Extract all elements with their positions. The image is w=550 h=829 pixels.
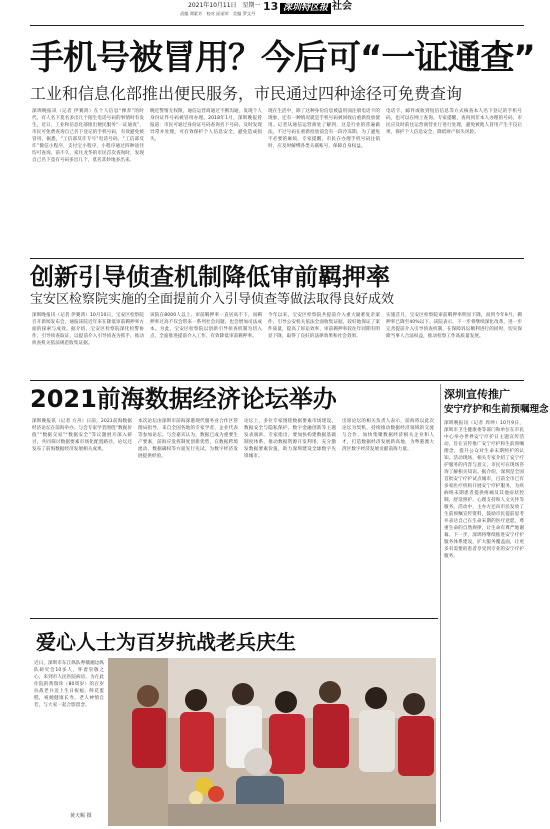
article1-column-3: 现在生活中，除了这种身份信息被盗用而注册电话卡的现象，还有一种情况就是手机号码被回收后重新投放使用。记者从通信运营商处了解到，这是行业的普遍做法，不过号码在重新投放前会有一段冷冻期。为了避免不必要的麻烦，专家提醒，市民在办理手机号码注销时，应及时解绑各类关联账号，保障自身权益。	[268, 109, 380, 149]
article1-column-1: 深圳晚报讯（记者 伊赛鸿）在个人信息“裸奔”的时代，有人名下莫名多出几个陌生电话号码的事情时有发生。近日，工业和信息化部推出便民服务“一证通查”，市民可免费查询自己名下登记的手机号码，有效避免被冒用。据悉，“工信部反诈专号”电话号码、“工信部反诈”微信小程序，支付宝小程序、小程序通过四种途径均可查询。前不久，家住龙华的市民首次查询时，发现自己名下竟有号码多出几个，莫名其妙地多出来。	[32, 109, 144, 163]
event-photo	[108, 658, 436, 826]
article3-column-2: 本次论坛由深圳市前海深港现代服务业合作区管理局指导，来自全国各地的专家学者、企业代表等参加论坛。与会嘉宾认为，数据已成为重要生产要素，前海应发挥制度创新优势，在数据跨境流动、数据确权等方面先行先试，为数字经济发展提供经验。	[138, 419, 238, 459]
issue-date: 2021年10月11日 星期一	[188, 2, 261, 9]
page-header	[0, 0, 550, 26]
photo-caption: 近日，深圳市东江纵队粤赣湘边纵队研究会10多人，怀着崇敬之心，来到市人民医院病房，为在此住院的黄瑞珍（80周岁）的百岁抗战老兵送上生日祝福，鲜花蛋糕，祝她健康长寿。老人神情自若，与大家一起合影留念。	[34, 661, 104, 708]
article2-column-1: 深圳晚报讯（记者 伊赛鸿）10月10日，宝安区检察院召开新闻发布会，通报该院近年来在降低审前羁押率方面的探索与成效。据介绍，宝安区检察院深化检警协作，引导侦查取证，以提前介入引导侦查为抓手，推动侦查机关依法规范收集证据。	[32, 313, 144, 346]
divider-3	[30, 618, 438, 619]
article2-column-4: 实施首月，宝安区检察院审前羁押率明显下降，而到今年9月，羁押率已降至40%以下。该院表示，下一步将继续深化改革，进一步完善提前介入引导侦查机制，在保障诉讼顺利进行的同时，切实保障当事人合法权益，推动检察工作高质量发展。	[386, 313, 522, 339]
sidebar-text: 深圳晚报讯（记者 周坤）10月9日，深圳市卫生健康委等部门和单位在市民中心举办世界安宁疗护日主题宣传活动，旨在宣传推广安宁疗护和生前预嘱理念，提升公众对生命末期照护的认知。活动现场，相关专家介绍了安宁疗护服务的内容与意义，市民可在现场咨询了解相关知识。据介绍，深圳是全国首批安宁疗护试点城市，目前全市已有多家医疗机构开展安宁疗护服务，为疾病终末期患者提供疼痛及其他症状控制、舒适照护、心理支持和人文关怀等服务。活动中，主办方还向市民发放了生前预嘱宣传资料，鼓励市民提前思考并表达自己在生命末期的医疗意愿，尊重生命的自然规律，让生命有尊严地谢幕。下一步，深圳将继续推进安宁疗护服务体系建设，扩大服务覆盖面，让更多有需要的患者享受到专业的安宁疗护服务。	[444, 421, 524, 559]
article2-column-2: 该院在8000人以上、审前羁押率一直居高不下，而羁押率过高不仅会带来一系列社会问题，也会增加司法成本。为此，宝安区检察院以创新引导侦查机制为切入点，全面推进提前介入工作，有效降低审前羁押率。	[150, 313, 262, 339]
divider-1	[30, 258, 524, 259]
article3-column-1: 深圳晚报讯（记者 方舟）日前，2021前海数据经济论坛在前海举办。与会专家学者围绕“数据价值”“数据交易”“数据安全”等议题展开深入研讨，共同探讨数据要素市场化配置路径。论坛还发布了前海数据经济发展相关成果。	[32, 419, 132, 452]
article1-headline: 手机号被冒用？今后可“一证通查”	[30, 38, 535, 78]
header-rule	[30, 25, 524, 26]
article1-column-2: 晚近警情无权限，通信运营商通过不断沟通，发现个人身份证件号码被冒用办理。2018年1月，深圳晚报曾报道：市民可通过身份证号码查询名下号码，及时发现异常并处理，可有效保护个人信息安全，避免造成损失。	[150, 109, 262, 142]
article3-column-4: 出席论坛的相关负责人表示，前海将以此次论坛为契机，持续推动数据经济领域的交流与合作，加快集聚数据经济相关企业和人才，打造数据经济发展新高地，为粤港澳大湾区数字经济发展贡献前海力量。	[342, 419, 434, 452]
section-name: 社会	[332, 1, 352, 12]
event-photo-illustration	[108, 658, 436, 826]
article1-subhead: 工业和信息化部推出便民服务，市民通过四种途径可免费查询	[30, 84, 463, 103]
article2-subhead: 宝安区检察院实施的全面提前介入引导侦查等做法取得良好成效	[30, 292, 395, 307]
sidebar-title-line2: 安宁疗护和生前预嘱理念	[444, 404, 549, 415]
sidebar-divider	[440, 384, 441, 822]
article2-column-3: 今年以来，宝安区检察院共提前介入重大疑难复杂案件，引导公安机关依法全面收集证据，较好地保证了案件质量，提高了诉讼效率，审前羁押率较往年同期有明显下降，取得了良好的法律效果和社会效果。	[268, 313, 380, 339]
editor-credits: 责编 谭素芳 校对 邱丽荣 美编 罗文丹	[180, 11, 256, 16]
article2-headline: 创新引导侦查机制降低审前羁押率	[30, 263, 390, 291]
sidebar-title-line1: 深圳宣传推广	[444, 388, 510, 401]
article3-column-3: 论坛上，多位专家围绕数据要素市场建设、数据安全与隐私保护、数字金融创新等主题发表演讲。专家指出，要加快构建数据基础制度体系，推动数据资源开发利用，充分激发数据要素价值，助力深圳建设全球数字先锋城市。	[244, 419, 336, 459]
page-number: 13	[263, 0, 279, 13]
article3-headline: 2021前海数据经济论坛举办	[30, 385, 337, 413]
paper-name-logo: 深圳特区报	[280, 3, 331, 14]
photographer-credit: 黄天赐 摄	[70, 813, 92, 819]
divider-2	[30, 380, 524, 381]
article4-headline: 爱心人士为百岁抗战老兵庆生	[36, 630, 296, 654]
article1-column-4: 电话卡、邮件或收到短信信息等方式核查本人名下登记的手机号码，也可以在网上查询。专家提醒，查询到非本人办理的号码，市民应及时前往运营商营业厅进行处理，避免被他人冒用产生不良后果，保护个人信息安全，降低财产损失风险。	[386, 109, 522, 135]
